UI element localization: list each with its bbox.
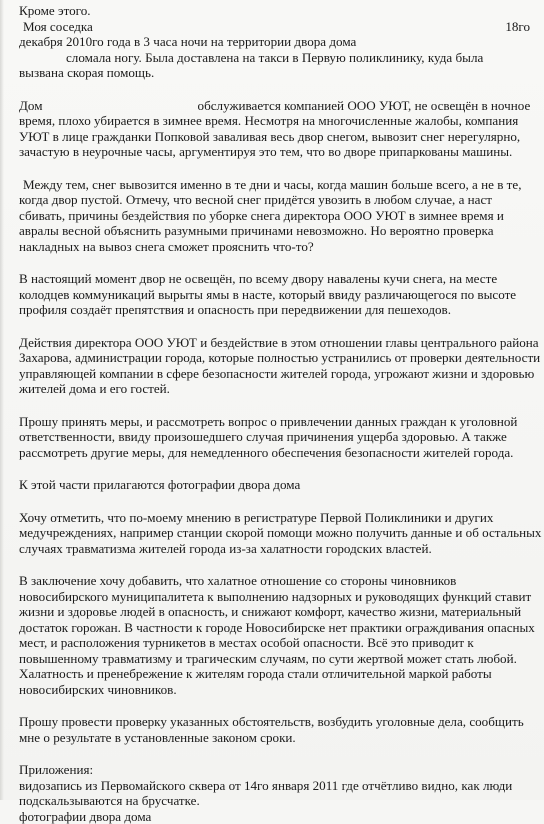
paragraph-house-line-3: зачастую в неурочные часы, аргументируя это тем, что во дворе припаркованы машины. (19, 144, 530, 160)
intro-line-2-text: Моя соседка (23, 19, 93, 34)
paragraph-final-line-1: мне о результате в установленные законом сроки. (19, 730, 530, 746)
paragraph-conclusion-line-3: достаток горожан. В частности к городе Новосибирске нет практики ограждивания опасных (19, 620, 530, 636)
attachment-video-cont: подскальзываются на брусчатке. (19, 793, 530, 809)
paragraph-house (19, 98, 530, 160)
intro-block (19, 3, 530, 81)
intro-line-1: Кроме этого. (19, 3, 530, 19)
paragraph-clinic-line-1: медучреждениях, например станции скорой помощи можно получить данные и об остальных (19, 525, 530, 541)
paragraph-snow-line-2: сбивать, причины бездействия по уборке снега директора ООО УЮТ в зимнее время и (19, 208, 530, 224)
paragraph-snow-line-1: когда двор пустой. Отмечу, что весной снег придётся увозить в любом случае, а наст (19, 192, 530, 208)
attachment-video: видозапись из Первомайского сквера от 14го января 2011 где отчётливо видно, как люди (19, 778, 530, 794)
paragraph-house-line-2: УЮТ в лице гражданки Попковой заваливая весь двор снегом, вывозит снег нерегулярно, (19, 129, 530, 145)
paragraph-house-line-1: время, плохо убирается в зимнее время. Несмотря на многочисленные жалобы, компания (19, 113, 530, 129)
paragraph-photos-note (19, 477, 530, 493)
paragraph-conclusion-line-4: мест, и расположения турникетов в местах особой опасности. Всё это приводит к (19, 635, 530, 651)
paragraph-final-request (19, 714, 530, 745)
paragraph-conclusion-line-2: жизни и здоровье людей в опасность, и снижают комфорт, качество жизни, материальный (19, 604, 530, 620)
paragraph-conclusion-line-1: новосибирского муниципалитета к выполнению надзорных и руководящих функций ставит (19, 589, 530, 605)
attachment-photos: фотографии двора дома (19, 809, 530, 824)
paragraph-snow-line-3: авралы весной объяснить разумными причинами невозможно. Но вероятно проверка (19, 223, 530, 239)
paragraph-request-measures (19, 414, 530, 461)
paragraph-snow-line-0: Между тем, снег вывозится именно в те дни и часы, когда машин больше всего, а не в те, (19, 177, 530, 193)
paragraph-conclusion-line-7: новосибирских чиновников. (19, 682, 530, 698)
paragraph-house-start: Дом (19, 98, 43, 113)
paragraph-director-line-0: Действия директора ООО УЮТ и бездействие в этом отношении главы центрального района (19, 335, 530, 351)
paragraph-director-line-2: управляющей компании в сфере безопасности жителей города, угрожают жизни и здоровью (19, 366, 530, 382)
attachments-list (19, 762, 530, 824)
intro-line-3: декабря 2010го года в 3 часа ночи на территории двора дома (19, 34, 530, 50)
paragraph-conclusion-line-6: Халатность и пренебрежение к жителям города стали отличительной маркой работы (19, 666, 530, 682)
page-edge-shadow (0, 0, 4, 800)
attachments-heading: Приложения: (19, 762, 530, 778)
paragraph-final-line-0: Прошу провести проверку указанных обстоятельств, возбудить уголовные дела, сообщить (19, 714, 530, 730)
paragraph-clinic-line-0: Хочу отметить, что по-моему мнению в регистратуре Первой Поликлиники и других (19, 510, 530, 526)
paragraph-request-line-2: рассмотреть другие меры, для немедленного обеспечения безопасности жителей города. (19, 445, 530, 461)
paragraph-yard-state (19, 271, 530, 318)
paragraph-clinic-records (19, 510, 530, 557)
intro-date-day: 18го (505, 19, 530, 35)
paragraph-conclusion (19, 573, 530, 697)
intro-line-2 (19, 19, 530, 35)
paragraph-snow-removal (19, 177, 530, 255)
intro-line-4: сломала ногу. Была доставлена на такси в Первую поликлинику, куда была (19, 50, 530, 66)
intro-line-5: вызвана скорая помощь. (19, 65, 530, 81)
paragraph-house-line-0: обслуживается компанией ООО УЮТ, не освещён в ночное (198, 98, 531, 113)
paragraph-photos-line-0: К этой части прилагаются фотографии двора дома (19, 477, 530, 493)
paragraph-house-line (19, 98, 530, 114)
paragraph-director-actions (19, 335, 530, 397)
paragraph-request-line-1: ответственности, ввиду произошедшего случая причинения ущерба здоровью. А также (19, 429, 530, 445)
paragraph-yard-line-2: профиля создаёт препятствия и опасность при передвижении для пешеходов. (19, 302, 530, 318)
paragraph-director-line-1: Захарова, администрации города, которые полностью устранились от проверки деятельности (19, 350, 530, 366)
paragraph-yard-line-1: колодцев коммуникаций вырыты ямы в насте, который ввиду различающегося по высоте (19, 287, 530, 303)
paragraph-request-line-0: Прошу принять меры, и рассмотреть вопрос о привлечении данных граждан к уголовной (19, 414, 530, 430)
paragraph-conclusion-line-0: В заключение хочу добавить, что халатное отношение со стороны чиновников (19, 573, 530, 589)
paragraph-director-line-3: жителей дома и его гостей. (19, 381, 530, 397)
paragraph-clinic-line-2: случаях травматизма жителей города из-за халатности городских властей. (19, 541, 530, 557)
paragraph-yard-line-0: В настоящий момент двор не освещён, по всему двору навалены кучи снега, на месте (19, 271, 530, 287)
paragraph-snow-line-4: накладных на вывоз снега сможет прояснить что-то? (19, 239, 530, 255)
paragraph-conclusion-line-5: повышенному травматизму и трагическим случаям, по сути жертвой может стать любой. (19, 651, 530, 667)
